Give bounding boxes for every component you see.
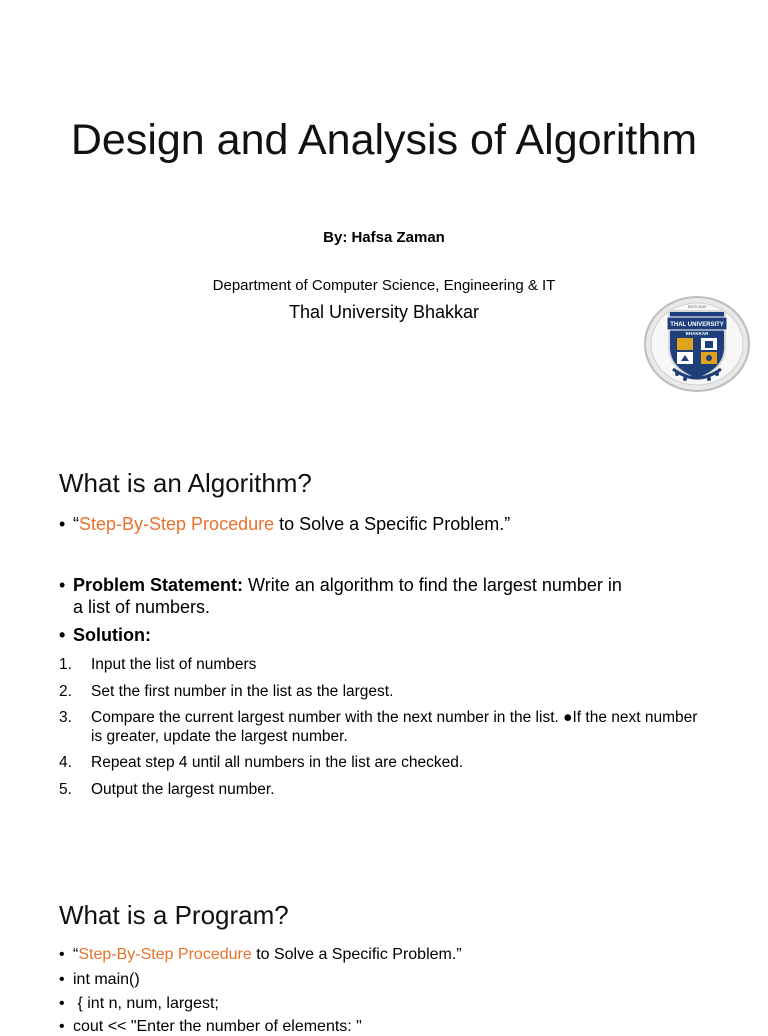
problem-text-line2: a list of numbers.	[73, 597, 211, 617]
code-line	[59, 971, 719, 989]
solution-step	[59, 708, 719, 746]
logo-name-line2: BHAKKAR	[685, 331, 709, 336]
bullet-marker: •	[59, 514, 66, 534]
step-text: Repeat step 4 until all numbers in the list are checked.	[91, 754, 464, 771]
program-definition-bullet	[59, 946, 719, 964]
algorithm-definition-bullet	[59, 514, 719, 535]
step-number: 1.	[59, 656, 72, 673]
bullet-marker: •	[59, 575, 66, 595]
solution-bullet	[59, 625, 151, 646]
step-text: Output the largest number.	[91, 781, 275, 798]
logo-top-text: ESTD 2019	[687, 305, 707, 309]
solution-step	[59, 655, 719, 674]
open-quote: “	[73, 946, 79, 963]
code-line	[59, 1018, 719, 1036]
code-line	[59, 995, 719, 1013]
slide-title: Design and Analysis of Algorithm	[70, 116, 698, 164]
step-text: Compare the current largest number with the next number in the list. ●If the next number is greater, update the largest number.	[91, 709, 698, 745]
problem-statement-bullet	[59, 574, 719, 618]
solution-label: Solution:	[73, 625, 151, 645]
crest-icon	[643, 295, 751, 393]
step-number: 3.	[59, 709, 72, 726]
open-quote: “	[73, 514, 79, 534]
definition-highlight: Step-By-Step Procedure	[78, 946, 252, 963]
bullet-marker: •	[59, 625, 66, 645]
solution-step	[59, 753, 719, 772]
university-name: Thal University Bhakkar	[288, 302, 480, 322]
definition-rest: to Solve a Specific Problem.”	[274, 514, 511, 534]
author-byline: By: Hafsa Zaman	[323, 229, 445, 246]
algorithm-heading: What is an Algorithm?	[59, 468, 312, 498]
definition-highlight: Step-By-Step Procedure	[79, 514, 275, 534]
solution-step	[59, 682, 719, 701]
code-text: { int n, num, largest;	[73, 995, 219, 1012]
step-number: 2.	[59, 683, 72, 700]
university-crest-logo	[643, 295, 751, 393]
step-text: Set the first number in the list as the largest.	[91, 683, 394, 700]
step-number: 5.	[59, 781, 72, 798]
bullet-marker: •	[59, 995, 65, 1012]
bullet-marker: •	[59, 1018, 65, 1035]
problem-text: Write an algorithm to find the largest number in	[243, 575, 622, 595]
bullet-marker: •	[59, 971, 65, 988]
step-text: Input the list of numbers	[91, 656, 257, 673]
solution-step	[59, 780, 719, 799]
step-number: 4.	[59, 754, 72, 771]
code-text: cout << "Enter the number of elements: "	[73, 1018, 362, 1035]
logo-name-line1: THAL UNIVERSITY	[670, 322, 724, 328]
program-heading: What is a Program?	[59, 900, 289, 930]
problem-label: Problem Statement:	[73, 575, 244, 595]
department-name: Department of Computer Science, Engineering & IT	[212, 277, 556, 294]
bullet-marker: •	[59, 946, 65, 963]
code-text: int main()	[73, 971, 140, 988]
definition-rest: to Solve a Specific Problem.”	[251, 946, 462, 963]
